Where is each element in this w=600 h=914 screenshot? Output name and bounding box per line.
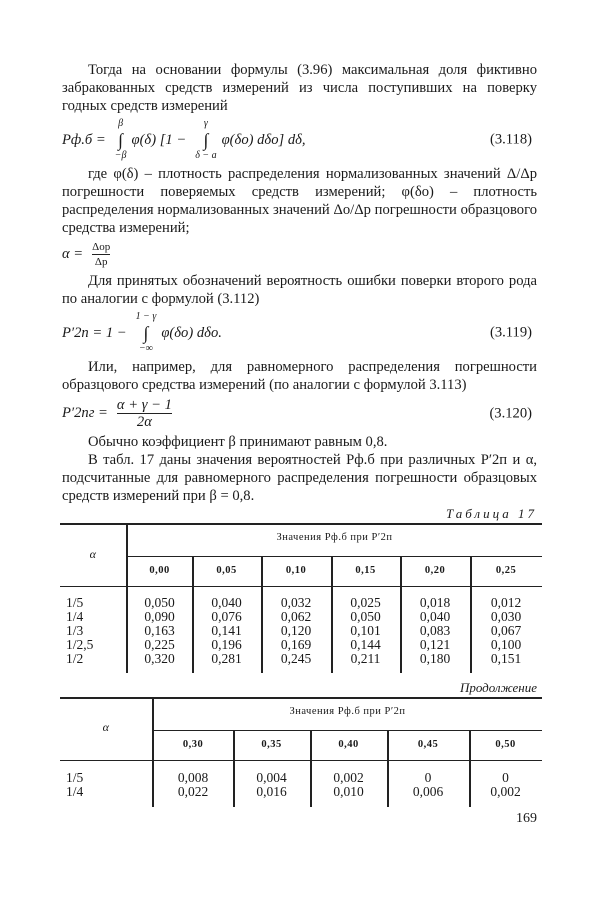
table-rule: [127, 556, 542, 557]
table-cell: 0,196: [211, 637, 242, 652]
column-header: 0,50: [495, 739, 516, 750]
fraction-denominator: 2α: [136, 414, 152, 430]
table-cell: 0,083: [419, 623, 451, 638]
table-cell: 0,169: [280, 637, 312, 652]
equation-alpha: [62, 240, 537, 269]
table-cell: 0,012: [490, 595, 522, 610]
table-cell: 0,141: [211, 623, 242, 638]
row-header-alpha: α: [102, 720, 110, 734]
eq-body: φ(δо) dδо.: [161, 324, 222, 341]
table-cell: 0,180: [419, 651, 451, 666]
table-cell: 0,120: [280, 623, 312, 638]
table-cell: 0,002: [490, 784, 521, 799]
table-cell: 0,006: [412, 784, 444, 799]
table-rule: [60, 523, 542, 525]
equation-3-118: [62, 118, 537, 162]
table-cell: 0,144: [350, 637, 381, 652]
integral-lower-limit: −∞: [139, 343, 153, 354]
row-header-alpha: α: [89, 547, 97, 561]
row-alpha-label: 1/5: [66, 770, 84, 785]
fraction-numerator: α + γ − 1: [116, 397, 172, 413]
table-caption: Таблица 17: [445, 506, 537, 521]
row-alpha-label: 1/2,5: [66, 637, 94, 652]
row-alpha-label: 1/4: [66, 784, 84, 799]
paragraph-beta: Обычно коэффициент β принимают равным 0,8.: [88, 434, 388, 450]
table-cell: 0,040: [211, 595, 242, 610]
group-header: Значения Pф.б при P′2п: [289, 706, 406, 717]
row-alpha-label: 1/4: [66, 609, 84, 624]
column-header: 0,20: [424, 565, 446, 576]
fraction: [92, 240, 110, 269]
eq-lhs: P′2п = 1 −: [62, 324, 127, 341]
integral-sign: ∫: [143, 323, 149, 343]
group-header: Значения Pф.б при P′2п: [276, 532, 393, 543]
table-cell: 0,245: [280, 651, 312, 666]
table-cell: 0,121: [419, 637, 451, 652]
eq-lhs: P′2пг =: [62, 405, 108, 421]
table-cell: 0,025: [350, 595, 381, 610]
eq-lhs: α =: [62, 246, 84, 262]
integral-upper-limit: β: [118, 118, 124, 129]
table-cell: 0,016: [256, 784, 287, 799]
continuation-caption: Продолжение: [459, 680, 537, 695]
page-number: 169: [516, 811, 537, 826]
paragraph-where: где φ(δ) – плотность распределения нормализованных значений Δ/Δp погрешности поверяемых средств измерений; φ(δо) – плотность распределения нормализованных значений Δо/Δp погрешности образцового средства измерений;: [62, 166, 537, 236]
paragraph-table-ref: В табл. 17 даны значения вероятностей Pф.б при различных P′2п и α, подсчитанные для равномерного распределения погрешности образцовых средств измерений при β = 0,8.: [62, 452, 537, 504]
column-header: 0,25: [495, 565, 517, 576]
table-cell: 0,018: [419, 595, 451, 610]
fraction-numerator: Δор: [92, 241, 111, 253]
table-cell: 0,062: [280, 609, 312, 624]
table-cell: 0,281: [211, 651, 242, 666]
equation-number: (3.119): [489, 324, 532, 341]
integral-upper-limit: γ: [203, 118, 208, 129]
table-17: [60, 523, 542, 675]
table-cell: 0,032: [280, 595, 312, 610]
table-cell: 0,211: [350, 651, 381, 666]
column-header: 0,10: [285, 565, 307, 576]
integral-lower-limit: −β: [114, 150, 127, 161]
fraction: [117, 397, 172, 430]
table-17-continued: [60, 697, 542, 809]
text-column: [62, 61, 537, 827]
table-cell: 0,151: [490, 651, 522, 666]
equation-number: (3.118): [489, 131, 532, 148]
table-cell: 0,100: [490, 637, 522, 652]
table-rule: [153, 730, 542, 731]
eq-body-2: φ(δо) dδо] dδ,: [221, 131, 306, 148]
table-cell: 0,002: [333, 770, 364, 785]
row-alpha-label: 1/3: [66, 623, 84, 638]
row-alpha-label: 1/5: [66, 595, 84, 610]
eq-lhs: Pф.б =: [62, 131, 106, 148]
table-cell: 0,050: [144, 595, 175, 610]
table-cell: 0,225: [144, 637, 175, 652]
integral-upper-limit: 1 − γ: [135, 311, 157, 322]
table-cell: 0: [424, 770, 432, 785]
column-header: 0,45: [417, 739, 439, 750]
table-cell: 0,076: [211, 609, 242, 624]
column-header: 0,05: [216, 565, 237, 576]
fraction-denominator: Δр: [94, 256, 108, 268]
column-header: 0,00: [149, 565, 170, 576]
table-cell: 0,163: [144, 623, 175, 638]
table-cell: 0,090: [144, 609, 175, 624]
table-cell: 0,010: [333, 784, 364, 799]
table-cell: 0,050: [350, 609, 381, 624]
table-cell: 0,030: [490, 609, 522, 624]
integral-sign: ∫: [118, 130, 124, 150]
equation-3-120: [62, 397, 537, 430]
paragraph-intro: Тогда на основании формулы (3.96) максимальная доля фиктивно забракованных средств измерений из числа поступивших на поверку годных средств измерений: [62, 62, 537, 114]
table-cell: 0,320: [144, 651, 175, 666]
column-header: 0,40: [338, 739, 359, 750]
table-cell: 0,022: [177, 784, 209, 799]
integral: [115, 118, 127, 162]
table-rule: [60, 697, 542, 699]
column-header: 0,30: [182, 739, 204, 750]
table-cell: 0,101: [350, 623, 381, 638]
row-alpha-label: 1/2: [66, 651, 84, 666]
paragraph-second-kind: Для принятых обозначений вероятность ошибки поверки второго рода по аналогии с формулой (3.112): [62, 273, 537, 307]
integral-lower-limit: δ − a: [195, 150, 217, 161]
integral: [136, 311, 157, 355]
table-cell: 0,004: [256, 770, 287, 785]
table-cell: 0,008: [177, 770, 209, 785]
eq-body-1: φ(δ) [1 −: [131, 131, 187, 148]
column-header: 0,15: [355, 565, 376, 576]
integral: [195, 118, 216, 162]
equation-3-119: [62, 311, 537, 355]
equation-number: (3.120): [489, 405, 532, 421]
table-cell: 0,067: [490, 623, 522, 638]
paragraph-uniform: Или, например, для равномерного распределения погрешности образцового средства измерений (по аналогии с формулой 3.113): [62, 359, 537, 393]
integral-sign: ∫: [203, 130, 209, 150]
table-cell: 0,040: [419, 609, 451, 624]
column-header: 0,35: [261, 739, 282, 750]
table-cell: 0: [502, 770, 509, 785]
